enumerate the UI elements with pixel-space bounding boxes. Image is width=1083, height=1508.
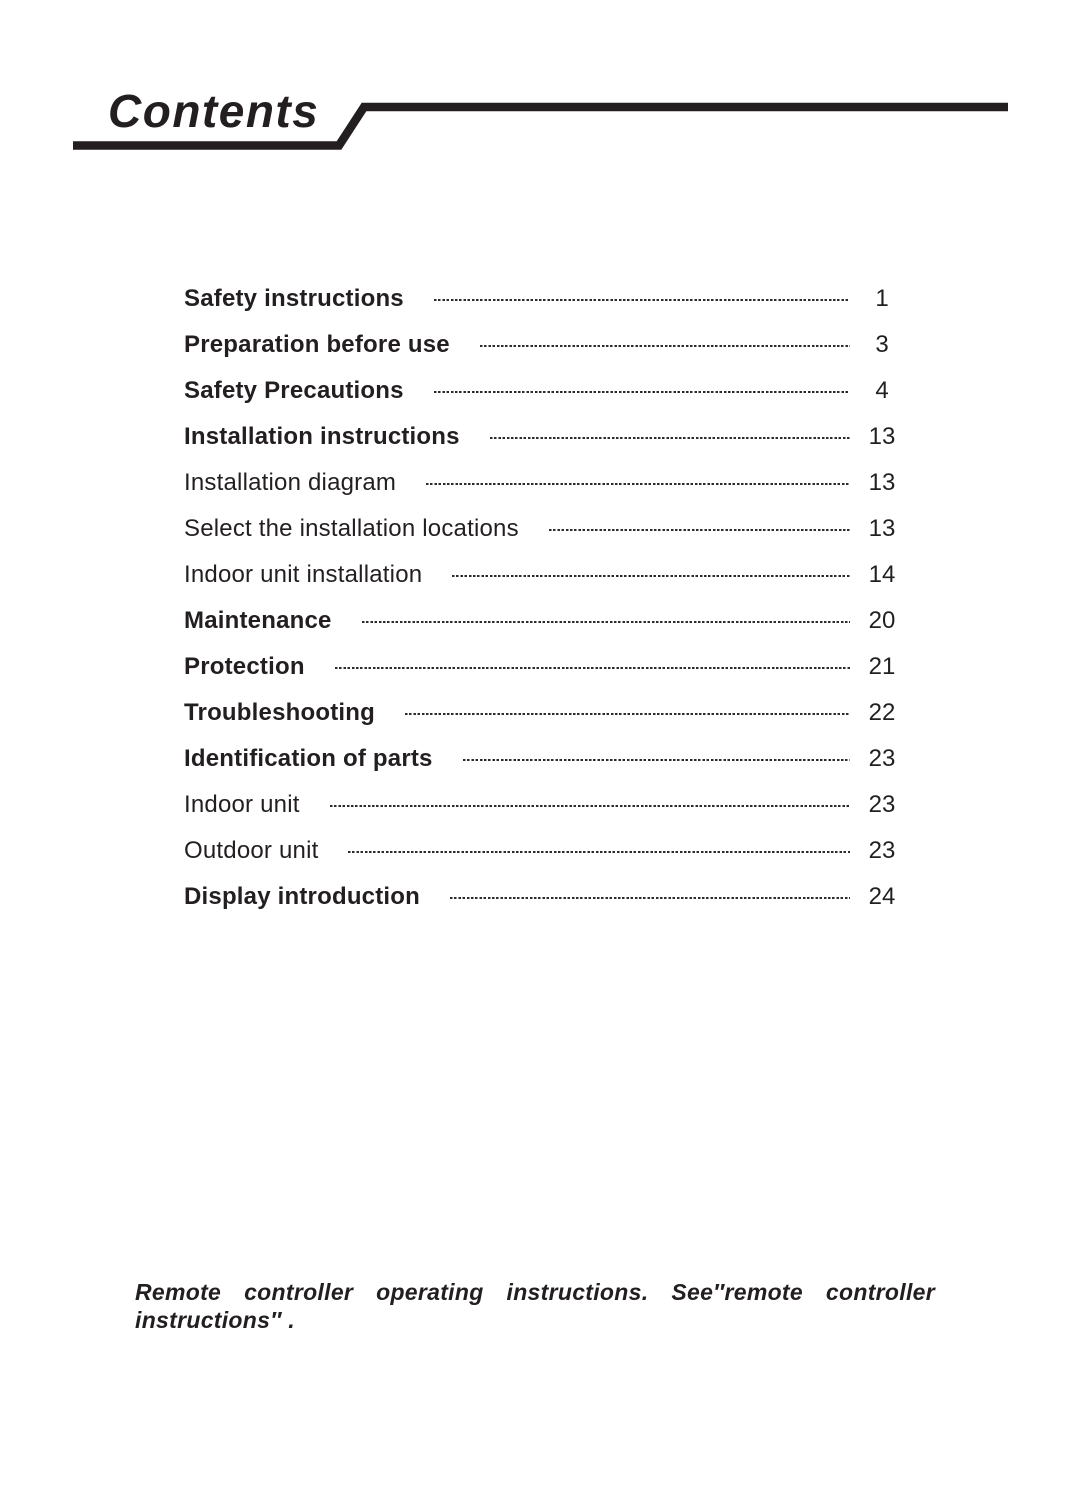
- toc-page-number: 23: [868, 791, 896, 818]
- toc-page-number: 1: [875, 285, 889, 312]
- toc-row: [184, 552, 906, 598]
- toc-entry-label: Troubleshooting: [184, 699, 375, 726]
- toc-row: [184, 874, 906, 920]
- toc-entry-label: Select the installation locations: [184, 515, 519, 542]
- toc-entry-label: Outdoor unit: [184, 837, 319, 864]
- toc-list: [184, 276, 906, 920]
- toc-page-number: 24: [868, 883, 896, 910]
- toc-entry-label: Installation instructions: [184, 423, 460, 450]
- footer-note-line1: Remote controller operating instructions. See″remote controller: [135, 1279, 935, 1305]
- toc-leader-dots: [463, 759, 850, 761]
- toc-row: [184, 644, 906, 690]
- toc-page-number: 4: [875, 377, 889, 404]
- toc-leader-dots: [452, 575, 850, 577]
- toc-row: [184, 690, 906, 736]
- toc-row: [184, 368, 906, 414]
- toc-page-number: 22: [868, 699, 896, 726]
- toc-entry-label: Safety Precautions: [184, 377, 404, 404]
- toc-entry-label: Display introduction: [184, 883, 421, 910]
- toc-entry-label: Maintenance: [184, 607, 332, 634]
- toc-leader-dots: [335, 667, 850, 669]
- toc-page-number: 23: [868, 837, 896, 864]
- toc-page-number: 14: [868, 561, 896, 588]
- toc-row: [184, 598, 906, 644]
- toc-entry-label: Preparation before use: [184, 331, 450, 358]
- toc-entry-label: Identification of parts: [184, 745, 433, 772]
- toc-row: [184, 414, 906, 460]
- toc-row: [184, 828, 906, 874]
- toc-row: [184, 782, 906, 828]
- toc-page-number: 13: [868, 423, 896, 450]
- toc-entry-label: Safety instructions: [184, 285, 404, 312]
- toc-row: [184, 276, 906, 322]
- toc-leader-dots: [434, 299, 850, 301]
- toc-entry-label: Installation diagram: [184, 469, 397, 496]
- toc-leader-dots: [362, 621, 850, 623]
- toc-row: [184, 736, 906, 782]
- toc-page-number: 13: [868, 469, 896, 496]
- toc-page-number: 13: [868, 515, 896, 542]
- toc-leader-dots: [434, 391, 850, 393]
- toc-page-number: 21: [868, 653, 896, 680]
- toc-entry-label: Protection: [184, 653, 305, 680]
- toc-row: [184, 506, 906, 552]
- toc-entry-label: Indoor unit: [184, 791, 300, 818]
- toc-row: [184, 322, 906, 368]
- toc-entry-label: Indoor unit installation: [184, 561, 423, 588]
- toc-page-number: 23: [868, 745, 896, 772]
- footer-note-line2: instructions″ .: [135, 1307, 295, 1333]
- toc-leader-dots: [426, 483, 850, 485]
- toc-page-number: 20: [868, 607, 896, 634]
- toc-leader-dots: [348, 851, 850, 853]
- toc-leader-dots: [549, 529, 850, 531]
- page-title: Contents: [108, 85, 320, 137]
- toc-leader-dots: [490, 437, 850, 439]
- toc-leader-dots: [330, 805, 850, 807]
- toc-page-number: 3: [875, 331, 889, 358]
- toc-leader-dots: [450, 897, 850, 899]
- toc-leader-dots: [480, 345, 850, 347]
- toc-leader-dots: [405, 713, 850, 715]
- footer-note: [135, 1278, 935, 1334]
- toc-row: [184, 460, 906, 506]
